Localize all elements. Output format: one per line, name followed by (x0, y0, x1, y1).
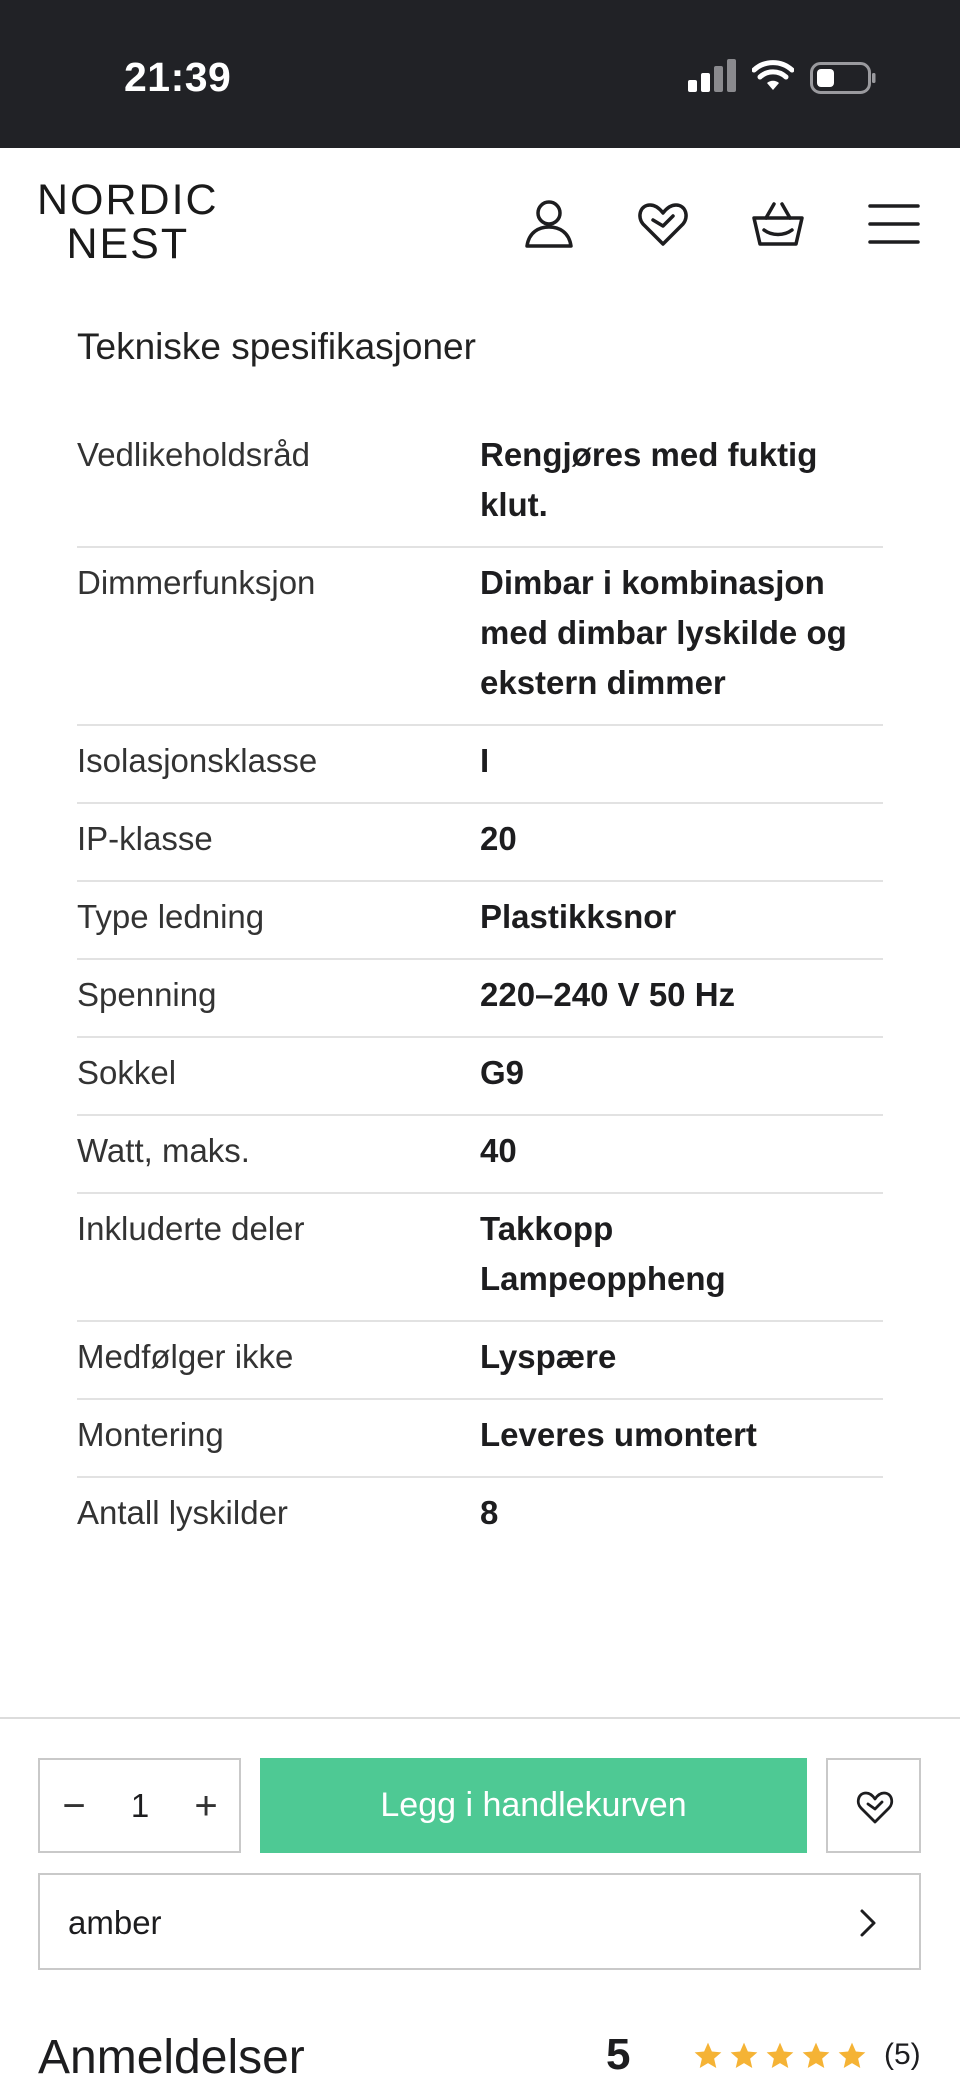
add-to-wishlist-button[interactable] (826, 1758, 921, 1853)
spec-row (77, 726, 883, 804)
star-icon (728, 2040, 760, 2072)
nordic-nest-logo[interactable] (37, 178, 219, 266)
spec-row (77, 804, 883, 882)
spec-value-line: Plastikksnor (480, 898, 677, 935)
spec-value-line: ekstern dimmer (480, 664, 726, 701)
quantity-increase-button[interactable]: + (194, 1784, 218, 1828)
star-icon (692, 2040, 724, 2072)
logo-line-1: NORDIC (37, 176, 219, 224)
reviews-heading: Anmeldelser (38, 2031, 305, 2084)
spec-value (480, 1204, 883, 1304)
section-divider (0, 1717, 960, 1719)
spec-value (480, 1126, 883, 1176)
spec-value-line: 220–240 V 50 Hz (480, 976, 736, 1013)
reviews-count[interactable]: (5) (884, 2038, 921, 2071)
quantity-decrease-button[interactable]: − (62, 1784, 86, 1828)
spec-value-line: Dimbar i kombinasjon (480, 564, 825, 601)
spec-value-line: klut. (480, 486, 548, 523)
spec-label: Inkluderte deler (77, 1210, 305, 1247)
star-icon (836, 2040, 868, 2072)
spec-label: Sokkel (77, 1054, 177, 1091)
spec-label: IP-klasse (77, 820, 213, 857)
spec-label: Vedlikeholdsråd (77, 436, 310, 473)
spec-value (480, 1332, 883, 1382)
star-icon (800, 2040, 832, 2072)
spec-row (77, 960, 883, 1038)
spec-value-line: 40 (480, 1132, 517, 1169)
spec-value-line: 8 (480, 1494, 499, 1531)
status-bar (0, 0, 960, 148)
spec-value-line: 20 (480, 820, 517, 857)
spec-value (480, 814, 883, 864)
quantity-value[interactable]: 1 (130, 1787, 150, 1824)
spec-value-line: Rengjøres med fuktig (480, 436, 818, 473)
spec-label: Medfølger ikke (77, 1338, 294, 1375)
logo-line-2: NEST (66, 220, 190, 268)
spec-row (77, 1116, 883, 1194)
spec-value (480, 430, 883, 530)
spec-row (77, 1478, 883, 1554)
spec-value (480, 1048, 883, 1098)
menu-icon[interactable] (866, 196, 922, 252)
variant-select[interactable] (38, 1873, 921, 1970)
battery-icon (810, 62, 876, 94)
spec-value (480, 558, 883, 708)
spec-row (77, 1194, 883, 1322)
spec-value-line: I (480, 742, 490, 779)
spec-value (480, 970, 883, 1020)
spec-label: Montering (77, 1416, 224, 1453)
spec-value (480, 1488, 883, 1538)
spec-label: Antall lyskilder (77, 1494, 288, 1531)
star-icon (764, 2040, 796, 2072)
spec-row (77, 1400, 883, 1478)
spec-row (77, 882, 883, 960)
spec-value (480, 892, 883, 942)
spec-label: Watt, maks. (77, 1132, 250, 1169)
spec-label: Type ledning (77, 898, 265, 935)
spec-row (77, 548, 883, 726)
spec-value-line: Lyspære (480, 1338, 617, 1375)
spec-label: Dimmerfunksjon (77, 564, 316, 601)
add-to-cart-button[interactable]: Legg i handlekurven (260, 1758, 807, 1853)
wifi-icon (752, 60, 794, 94)
spec-row (77, 1038, 883, 1116)
spec-row (77, 420, 883, 548)
spec-value-line: Leveres umontert (480, 1416, 757, 1453)
spec-value (480, 1410, 883, 1460)
spec-value-line: med dimbar lyskilde og (480, 614, 847, 651)
chevron-right-icon (853, 1905, 883, 1941)
wishlist-heart-icon[interactable] (635, 196, 691, 252)
specs-table (77, 420, 883, 1554)
wishlist-heart-icon (855, 1787, 895, 1827)
reviews-score: 5 (606, 2030, 631, 2079)
site-header (0, 148, 960, 288)
account-icon[interactable] (521, 196, 577, 252)
spec-value-line: Lampeoppheng (480, 1260, 726, 1297)
spec-value (480, 736, 883, 786)
specs-title: Tekniske spesifikasjoner (77, 326, 476, 367)
status-time: 21:39 (124, 54, 232, 100)
spec-label: Isolasjonsklasse (77, 742, 318, 779)
spec-value-line: G9 (480, 1054, 525, 1091)
cellular-signal-icon (686, 60, 736, 94)
spec-row (77, 1322, 883, 1400)
variant-selected-value: amber (68, 1904, 162, 1941)
spec-label: Spenning (77, 976, 217, 1013)
quantity-stepper (38, 1758, 241, 1853)
spec-value-line: Takkopp (480, 1210, 614, 1247)
cart-basket-icon[interactable] (750, 196, 806, 252)
